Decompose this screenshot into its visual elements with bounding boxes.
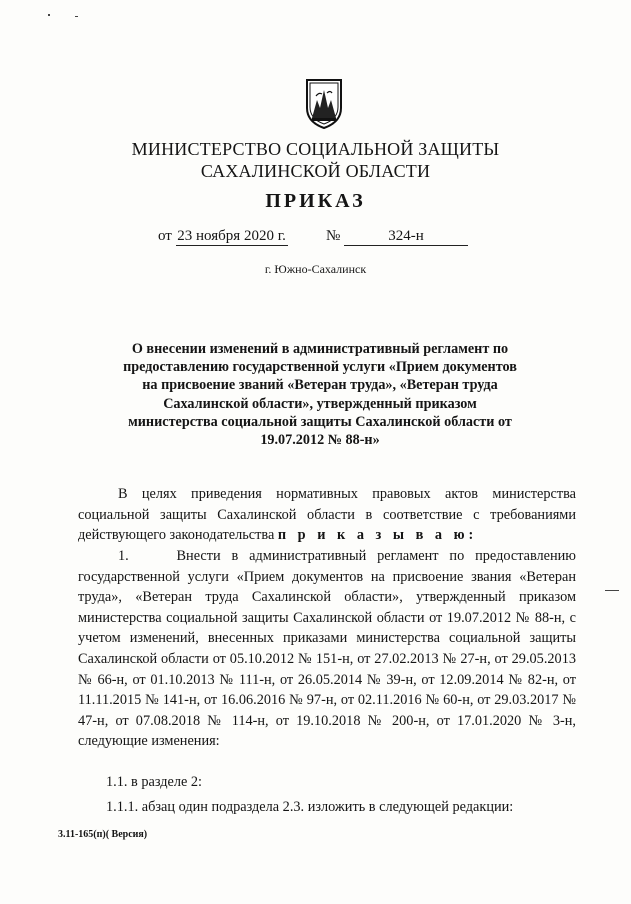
scan-speck [48, 14, 50, 16]
order-date-row [158, 228, 288, 246]
date-prefix: от [158, 228, 172, 244]
scan-speck [75, 16, 78, 17]
order-subject: О внесении изменений в административный регламент по предоставлению государственной услуги «Прием документов на присвоение званий «Ветеран труда», «Ветеран труда Сахалинской области», утвержденный приказом министерства социальной защиты Сахалинской области от 19.07.2012 № 88-н» [123, 341, 517, 449]
document-type: ПРИКАЗ [265, 190, 366, 212]
city: г. Южно-Сахалинск [264, 262, 367, 276]
item-1-1: 1.1. в разделе 2: [106, 774, 203, 790]
document-code: 3.11-165(п)( Версия) [58, 829, 148, 840]
preamble-paragraph [78, 484, 576, 546]
order-word: п р и к а з ы в а ю: [277, 527, 478, 544]
order-number-row [326, 228, 468, 246]
preamble-text: В целях приведения нормативных правовых актов министерства социальной защиты Сахалинской области в соответствие с требованиями действующего законодательства [78, 486, 576, 544]
item-1-number: 1. [118, 548, 129, 564]
coat-of-arms-icon [304, 78, 344, 130]
scan-speck [605, 590, 619, 591]
number-prefix: № [326, 228, 341, 244]
order-date: 23 ноября 2020 г. [177, 228, 286, 244]
item-1-text: Внести в административный регламент по предоставлению государственной услуги «Прием документов на присвоение звания «Ветеран труда», «Ветеран труда Сахалинской области», утвержденный приказом министерства социальной защиты Сахалинской области от 19.07.2012 № 88-н, с учетом изменений, внесенных приказами министерства социальной защиты Сахалинской области от 05.10.2012 № 151-н, от 27.02.2013 № 27-н, от 29.05.2013 № 66-н, от 01.10.2013 № 111-н, от 26.05.2014 № 39-н, от 12.09.2014 № 82-н, от 11.11.2015 № 141-н, от 16.06.2016 № 97-н, от 02.11.2016 № 60-н, от 29.03.2017 № 47-н, от 07.08.2018 № 114-н, от 19.10.2018 № 200-н, от 17.01.2020 № 3-н, следующие изменения: [78, 548, 576, 750]
ministry-name-line1: МИНИСТЕРСТВО СОЦИАЛЬНОЙ ЗАЩИТЫ [131, 139, 500, 159]
item-1-1-1: 1.1.1. абзац один подраздела 2.3. изложить в следующей редакции: [106, 799, 514, 815]
item-1-paragraph [78, 546, 576, 752]
ministry-name-line2: САХАЛИНСКОЙ ОБЛАСТИ [200, 161, 431, 181]
order-number: 324-н [344, 228, 468, 246]
